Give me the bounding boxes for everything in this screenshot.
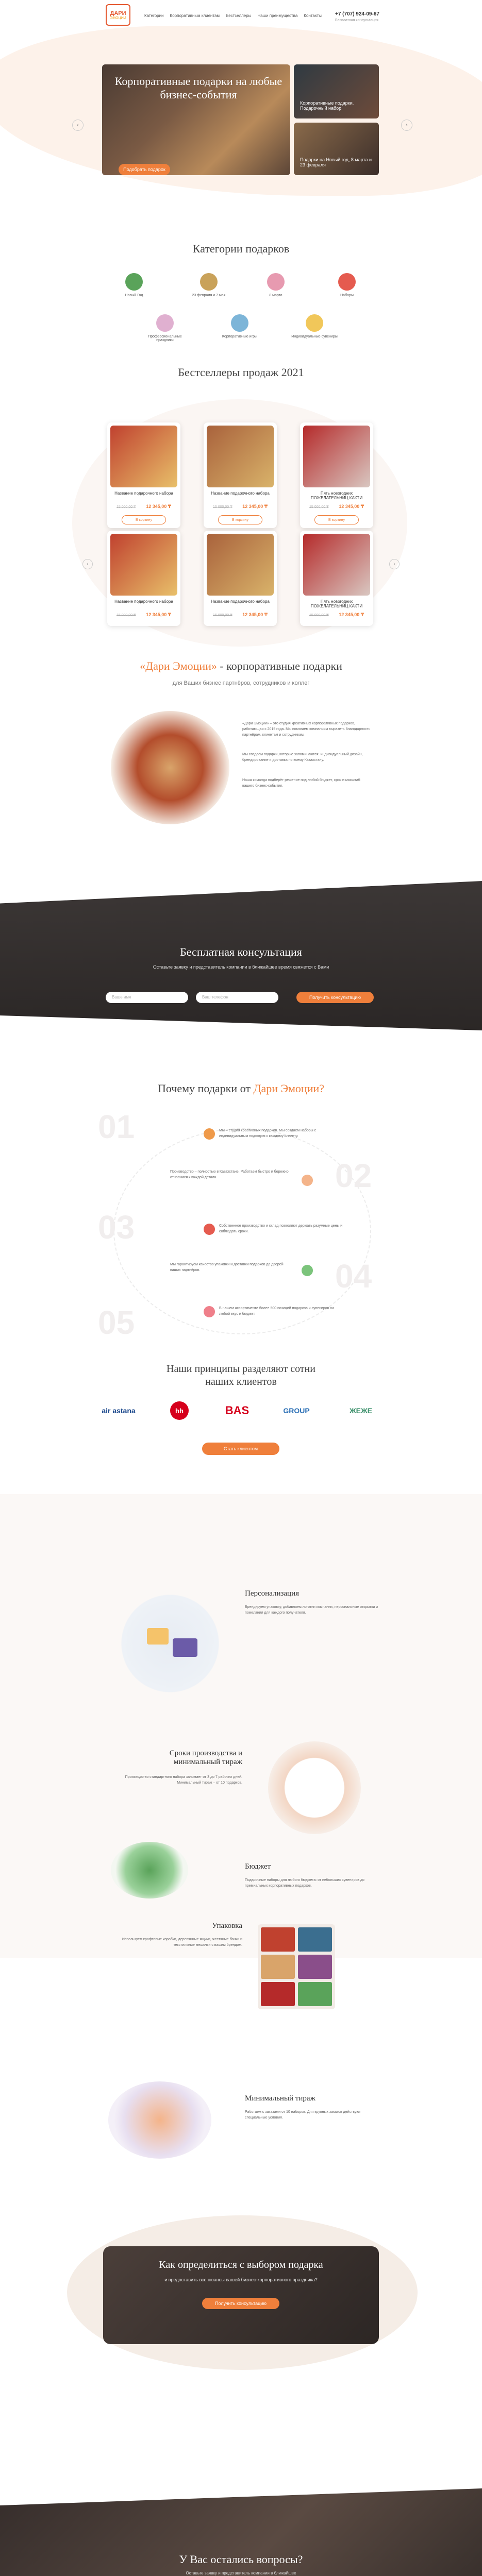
- cta-button[interactable]: Получить консультацию: [202, 2298, 279, 2309]
- product-image: [110, 534, 177, 596]
- why-item-4: Мы гарантируем качество упаковки и доставки подарков до дверей ваших партнёров.: [170, 1263, 284, 1272]
- min-title: Минимальный тираж: [245, 2094, 315, 2103]
- product-card[interactable]: [300, 531, 373, 626]
- cta-title: Как определиться с выбором подарка: [159, 2259, 323, 2270]
- about-text-3: Наша команда подберёт решение под любой бюджет, срок и масштаб вашего бизнес-события.: [242, 778, 360, 788]
- about-title-brand: «Дари Эмоции»: [140, 659, 217, 672]
- gift-icon: [338, 273, 356, 291]
- why-num-3: 03: [98, 1209, 135, 1246]
- tree-icon: [125, 273, 143, 291]
- clients-title: Наши принципы разделяют сотни наших клиентов: [167, 1363, 315, 1387]
- why-title: [0, 1082, 482, 1095]
- category-label: Профессиональные праздники: [148, 335, 182, 342]
- category-professional[interactable]: [142, 314, 188, 342]
- pack-title: Упаковка: [212, 1922, 242, 1930]
- product-name: Пять новогодних ПОЖЕЛАТЕЛЬНИЦ КАКТИ: [310, 599, 363, 608]
- product-image: [303, 426, 370, 487]
- min-image: [108, 2081, 211, 2159]
- nav-item[interactable]: Бестселлеры: [226, 13, 252, 18]
- pack-photo: [298, 1955, 332, 1979]
- cta-text: и предоставить все нюансы вашей бизнес-корпоративного праздника?: [164, 2277, 318, 2282]
- questions-title: У Вас остались вопросы?: [179, 2553, 303, 2566]
- thumb-icon: [302, 1175, 313, 1186]
- why-num-2: 02: [335, 1157, 372, 1194]
- pack-image: [258, 1924, 335, 2009]
- product-card[interactable]: [107, 422, 180, 528]
- category-label: Новый Год: [125, 294, 143, 297]
- features-bg-blob: [0, 1494, 482, 1958]
- clients-cta-button[interactable]: Стать клиентом: [202, 1443, 279, 1455]
- product-price: 12 345,00 ₸: [242, 504, 268, 509]
- category-label: Индивидуальные сувениры: [291, 335, 338, 338]
- header-phone-note: Бесплатная консультация: [335, 19, 378, 22]
- product-image: [110, 426, 177, 487]
- medal-icon: [204, 1128, 215, 1140]
- logo[interactable]: [106, 4, 130, 26]
- about-title-rest: - корпоративные подарки: [217, 659, 342, 672]
- client-logo-zhezhe: ЖЕЖЕ: [350, 1406, 372, 1415]
- personal-image: [108, 1592, 232, 1695]
- category-label: Корпоративные игры: [222, 335, 258, 338]
- about-text-1: «Дари Эмоции» – это студия креативных корпоративных подарков, работающая с 2015 года. Мы помогаем компаниям выразить благодарность партнёрам, клиентам и сотрудникам.: [242, 722, 371, 737]
- about-image: [111, 711, 229, 824]
- flowers-icon: [267, 273, 285, 291]
- pack-photo: [298, 1982, 332, 2006]
- product-old-price: 15 000,00 ₸: [117, 505, 136, 509]
- product-price: 12 345,00 ₸: [146, 612, 171, 617]
- heart-icon: [204, 1306, 215, 1317]
- product-price: 12 345,00 ₸: [339, 612, 364, 617]
- category-march8[interactable]: [253, 273, 299, 297]
- bestsellers-next-button[interactable]: ›: [389, 559, 400, 569]
- product-image: [207, 426, 274, 487]
- categories-title: Категории подарков: [192, 242, 290, 255]
- personal-text: Брендируем упаковку, добавляем логотип компании, персональные открытки и пожелания для каждого получателя.: [245, 1605, 378, 1615]
- add-to-cart-button[interactable]: В корзину: [218, 515, 262, 524]
- category-feb23[interactable]: [186, 273, 232, 297]
- why-title-brand: Дари Эмоции?: [253, 1082, 325, 1095]
- product-image: [207, 534, 274, 596]
- hero-title: Корпоративные подарки на любые бизнес-события: [114, 75, 282, 101]
- handshake-icon: [302, 1265, 313, 1276]
- slider-prev-button[interactable]: ‹: [72, 120, 84, 131]
- why-title-text: Почему подарки от: [157, 1082, 251, 1095]
- category-label: 23 февраля и 7 мая: [192, 294, 226, 297]
- about-title: [0, 659, 482, 673]
- why-item-1: Мы – студия креативных подарков. Мы создаём наборы с индивидуальным подходом к каждому клиенту.: [219, 1129, 317, 1138]
- consult-phone-input[interactable]: Ваш телефон: [196, 992, 278, 1003]
- budget-image: [111, 1842, 188, 1899]
- product-name: Название подарочного набора: [211, 599, 270, 604]
- badge-icon: [306, 314, 323, 332]
- why-num-1: 01: [98, 1108, 135, 1145]
- clock-image: [268, 1741, 361, 1834]
- people-icon: [231, 314, 248, 332]
- product-card[interactable]: [204, 422, 277, 528]
- about-subtitle: для Ваших бизнес партнёров, сотрудников и коллег: [172, 680, 310, 686]
- product-name: Название подарочного набора: [211, 491, 270, 496]
- min-text: Работаем с заказами от 10 наборов. Для крупных заказов действуют специальные условия.: [245, 2110, 361, 2120]
- personal-title: Персонализация: [245, 1589, 300, 1598]
- product-card[interactable]: [107, 531, 180, 626]
- category-label: 8 марта: [269, 294, 282, 297]
- pack-photo: [298, 1927, 332, 1952]
- product-old-price: 15 000,00 ₸: [117, 614, 136, 617]
- product-old-price: 15 000,00 ₸: [213, 614, 232, 617]
- consult-title: Бесплатная консультация: [180, 945, 302, 958]
- consult-submit-button[interactable]: Получить консультацию: [296, 992, 374, 1003]
- terms-title: Сроки производства и минимальный тираж: [169, 1749, 242, 1766]
- add-to-cart-button[interactable]: В корзину: [314, 515, 359, 524]
- category-sets[interactable]: [324, 273, 370, 297]
- personal-image-tag-1: [147, 1628, 169, 1645]
- logo-mark-sub: ЭМОЦИИ: [110, 16, 126, 20]
- pack-photo: [261, 1982, 295, 2006]
- why-num-4: 04: [335, 1258, 372, 1295]
- why-item-2: Производство – полностью в Казахстане. Работаем быстро и бережно относимся к каждой детали.: [170, 1170, 289, 1179]
- add-to-cart-button[interactable]: В корзину: [122, 515, 166, 524]
- header-phone[interactable]: +7 (707) 924-09-67: [335, 11, 379, 17]
- pack-text: Используем крафтовые коробки, деревянные ящики, жестяные банки и текстильные мешочки с вашим брендом.: [122, 1938, 242, 1947]
- product-name: Название подарочного набора: [114, 491, 173, 496]
- product-name: Название подарочного набора: [114, 599, 173, 604]
- product-old-price: 15 000,00 ₸: [309, 614, 329, 617]
- client-logo-group: GROUP: [283, 1406, 310, 1415]
- hero-side-card-2-text: Подарки на Новый год, 8 марта и 23 февраля: [300, 157, 372, 167]
- consult-text: Оставьте заявку и представитель компании в ближайшее время свяжется с Вами: [153, 964, 329, 970]
- category-games[interactable]: [217, 314, 263, 338]
- hero-side-card-1-text: Корпоративные подарки. Подарочный набор: [300, 100, 354, 111]
- budget-title: Бюджет: [245, 1862, 271, 1871]
- category-souvenirs[interactable]: [291, 314, 338, 338]
- why-item-3: Собственное производство и склад позволяют держать разумные цены и соблюдать сроки.: [219, 1224, 343, 1233]
- party-icon: [156, 314, 174, 332]
- product-price: 12 345,00 ₸: [146, 504, 171, 509]
- pack-photo: [261, 1927, 295, 1952]
- slider-next-button[interactable]: ›: [401, 120, 412, 131]
- why-num-5: 05: [98, 1304, 135, 1341]
- consult-name-input[interactable]: Ваше имя: [106, 992, 188, 1003]
- product-old-price: 15 000,00 ₸: [309, 505, 329, 509]
- product-card[interactable]: [300, 422, 373, 528]
- product-price: 12 345,00 ₸: [242, 612, 268, 617]
- client-logo-bas: BAS: [225, 1404, 250, 1417]
- product-card[interactable]: [204, 531, 277, 626]
- hero-button[interactable]: Подобрать подарок: [119, 164, 170, 175]
- personal-image-tag-2: [173, 1638, 197, 1657]
- category-label: Наборы: [340, 294, 354, 297]
- client-logo-airastana: air astana: [102, 1406, 136, 1415]
- product-name: Пять новогодних ПОЖЕЛАТЕЛЬНИЦ КАКТИ: [310, 491, 363, 500]
- about-text-2: Мы создаём подарки, которые запоминаются: индивидуальный дизайн, брендирование и доставка по всему Казахстану.: [242, 753, 363, 762]
- terms-text: Производство стандартного набора занимает от 3 до 7 рабочих дней. Минимальный тираж – от 10 подарков.: [125, 1775, 242, 1785]
- budget-text: Подарочные наборы для любого бюджета: от небольших сувениров до премиальных корпоративных подарков.: [245, 1878, 364, 1888]
- nav-item[interactable]: Категории: [144, 13, 164, 18]
- nav-item[interactable]: Корпоративным клиентам: [170, 13, 220, 18]
- nav-item[interactable]: Наши преимущества: [257, 13, 298, 18]
- box-icon: [204, 1224, 215, 1235]
- pack-photo: [261, 1955, 295, 1979]
- logo-mark: ДАРИ: [110, 10, 126, 16]
- client-logo-hh: hh: [170, 1401, 189, 1420]
- category-new-year[interactable]: [111, 273, 157, 297]
- product-price: 12 345,00 ₸: [339, 504, 364, 509]
- bestsellers-title: Бестселлеры продаж 2021: [178, 366, 304, 379]
- product-old-price: 15 000,00 ₸: [213, 505, 232, 509]
- bestsellers-prev-button[interactable]: ‹: [82, 559, 93, 569]
- why-item-5: В нашем ассортименте более 500 позиций подарков и сувениров на любой вкус и бюджет.: [219, 1307, 335, 1316]
- main-nav: [144, 13, 322, 18]
- nav-item[interactable]: Контакты: [304, 13, 322, 18]
- questions-text: Оставьте заявку и представитель компании в ближайшее: [186, 2571, 296, 2575]
- soldier-icon: [200, 273, 218, 291]
- product-image: [303, 534, 370, 596]
